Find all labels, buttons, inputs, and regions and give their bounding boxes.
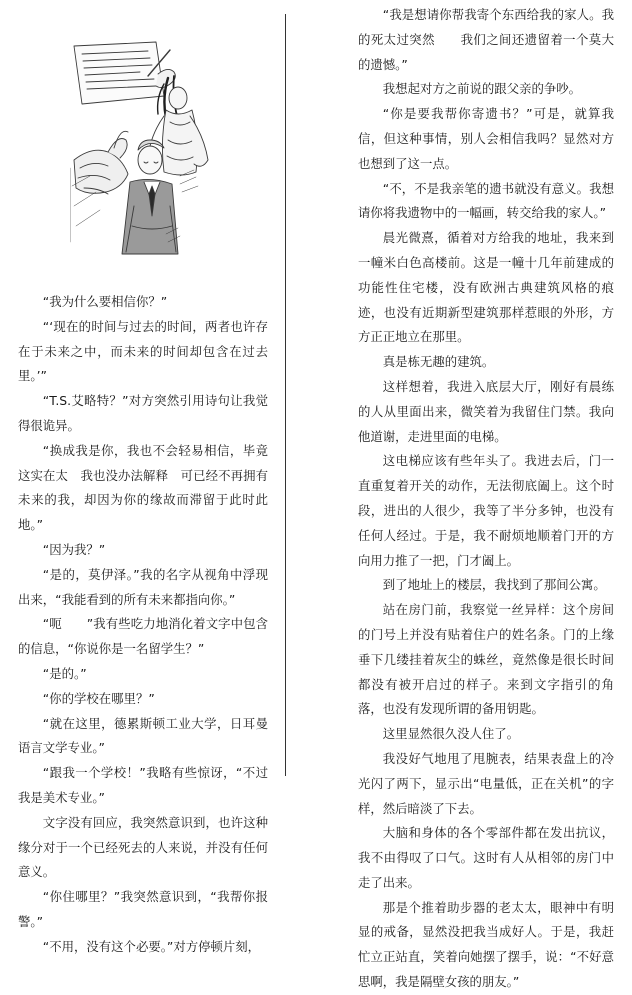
column-divider (285, 14, 286, 776)
paragraph: 大脑和身体的各个零部件都在发出抗议，我不由得叹了口气。这时有人从相邻的房门中走了出来。 (358, 825, 614, 890)
paragraph: “T.S.艾略特？”对方突然引用诗句让我觉得很诡异。 (18, 393, 268, 433)
paragraph: “是的。” (42, 665, 87, 681)
illustration (70, 36, 218, 260)
paragraph: 真是栋无趣的建筑。 (382, 354, 495, 370)
paragraph: “就在这里，德累斯顿工业大学，日耳曼语言文学专业。” (18, 715, 268, 756)
paragraph: 我想起对方之前说的跟父亲的争吵。 (382, 81, 582, 97)
paragraph: “呃 ”我有些吃力地消化着文字中包含的信息，“你说你是一名留学生？” (18, 616, 268, 657)
paragraph: 这里显然很久没人住了。 (382, 726, 520, 742)
illustration-drawing (70, 36, 218, 260)
paragraph: 晨光微熹，循着对方给我的地址，我来到一幢米白色高楼前。这是一幢十几年前建成的功能性住宅楼，没有欧洲古典建筑风格的痕迹，也没有近期新型建筑那样惹眼的外形，方方正正地立在那里。 (358, 230, 614, 345)
paragraph: “是的，莫伊泽。”我的名字从视角中浮现出来，“我能看到的所有未来都指向你。” (18, 566, 268, 607)
paragraph: 我没好气地甩了甩腕表，结果表盘上的冷光闪了两下，显示出“电量低，正在关机”的字样，然后暗淡了下去。 (358, 750, 614, 816)
paragraph: “我为什么要相信你？” (42, 294, 168, 309)
paragraph: 这电梯应该有些年头了。我进去后，门一直重复着开关的动作，无法彻底阖上。这个时段，进出的人很少，我等了半分多钟，也没有任何人经过。于是，我不耐烦地顺着门开的方向用力推了一把，门才阖上。 (358, 453, 614, 568)
paragraph: “换成我是你，我也不会轻易相信，毕竟这实在太 我也没办法解释 可已经不再拥有未来的我，却因为你的缘故而滞留于此时此地。” (18, 442, 268, 533)
paragraph: “‘现在的时间与过去的时间，两者也许存在于未来之中，而未来的时间却包含在过去里。’” (18, 318, 268, 384)
paragraph: “你的学校在哪里？” (42, 690, 155, 706)
paragraph: 这样想着，我进入底层大厅，刚好有晨练的人从里面出来，微笑着为我留住门禁。我向他道谢，走进里面的电梯。 (358, 378, 614, 444)
paragraph: “因为我？” (42, 541, 106, 557)
paragraph: 站在房门前，我察觉一丝异样：这个房间的门号上并没有贴着住户的姓名条。门的上缘垂下几缕挂着灰尘的蛛丝，竟然像是很长时间都没有被开启过的样子。来到文字指引的角落，也没有发现所谓的备用钥匙。 (358, 602, 614, 717)
paragraph: “你是要我帮你寄遗书？”可是，就算我信，但这种事情，别人会相信我吗？显然对方也想到了这一点。 (358, 106, 614, 171)
paragraph: “我是想请你帮我寄个东西给我的家人。我的死太过突然 我们之间还遗留着一个莫大的遗憾。” (358, 7, 614, 72)
paragraph: “跟我一个学校！”我略有些惊讶，“不过我是美术专业。” (18, 765, 268, 805)
paragraph: 那是个推着助步器的老太太，眼神中有明显的戒备，显然没把我当成好人。于是，我赶忙立正站直，笑着向她摆了摆手，说：“不好意思啊，我是隔壁女孩的朋友。” (358, 899, 614, 990)
paragraph: “不，不是我亲笔的遗书就没有意义。我想请你将我遗物中的一幅画，转交给我的家人。” (358, 180, 614, 221)
left-column (18, 290, 268, 960)
right-column (358, 3, 614, 995)
paragraph: 文字没有回应，我突然意识到，也许这种缘分对于一个已经死去的人来说，并没有任何意义。 (18, 814, 268, 880)
paragraph: 到了地址上的楼层，我找到了那间公寓。 (382, 577, 606, 593)
paragraph: “你住哪里？”我突然意识到，“我帮你报警。” (18, 889, 268, 929)
paragraph: “不用，没有这个必要。”对方停顿片刻， (42, 938, 261, 954)
